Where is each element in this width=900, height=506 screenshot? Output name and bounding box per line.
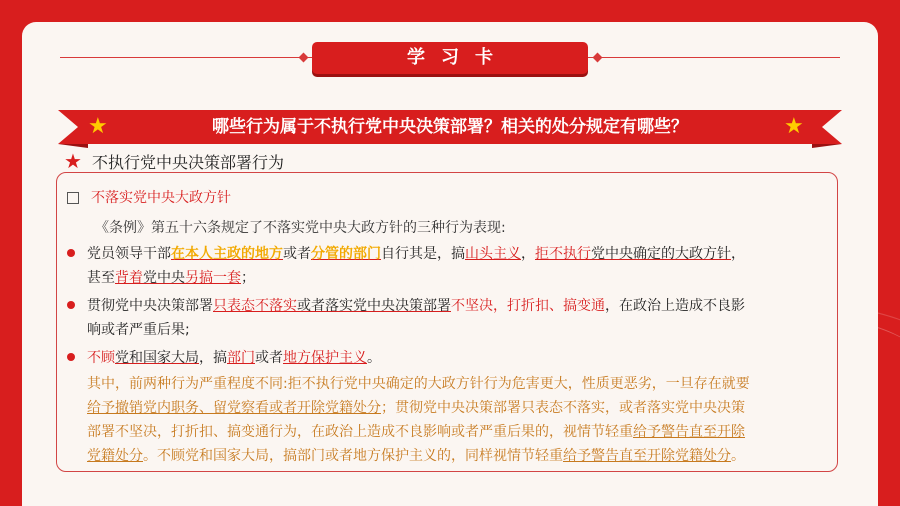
text: ，搞 (199, 350, 227, 366)
emphasis: 另搞一套 (185, 270, 241, 286)
text: 贯彻党中央决策部署 (87, 298, 213, 314)
card-title: 学习卡 (312, 42, 588, 74)
text: 给予撤销党内职务、留党察看或者开除党籍处分 (87, 400, 381, 416)
emphasis: 山头主义 (465, 246, 521, 262)
bullet-1-continuation (87, 267, 255, 289)
checkbox-icon (67, 192, 79, 204)
text: 自行其是，搞 (381, 246, 465, 262)
text: 。 (731, 448, 745, 464)
star-icon: ★ (64, 149, 82, 173)
text: 部署不坚决，打折扣、搞变通行为，在政治上造成不良影响或者严重后果的，视情节轻重 (87, 424, 633, 440)
text: ， (521, 246, 535, 262)
text: ，在政治上造成不良影 (605, 298, 745, 314)
text: 给予警告直至开除 (633, 424, 745, 440)
text: 党员领导干部 (87, 246, 171, 262)
bullet-dot (67, 353, 75, 361)
emphasis: 拒不执行 (535, 246, 591, 262)
star-icon: ★ (88, 114, 108, 139)
section-heading (64, 150, 284, 172)
text: 党中央确定的 (591, 246, 675, 262)
note-line-3 (87, 421, 745, 443)
emphasis: 只表态不落实 (213, 298, 297, 314)
highlight: 在本人主政的地方 (171, 246, 283, 262)
note-line-1: 其中，前两种行为严重程度不同:拒不执行党中央确定的大政方针行为危害更大，性质更恶劣，一旦存在就要 (87, 376, 750, 392)
emphasis: 背着 (115, 270, 143, 286)
bullet-dot (67, 301, 75, 309)
bullet-2 (67, 295, 745, 317)
text: 或者落实党中央决策部署 (297, 298, 451, 314)
bullet-2-continuation: 响或者严重后果; (87, 322, 190, 338)
note-line-2 (87, 397, 745, 419)
bullet-3 (67, 347, 381, 369)
text: 党和国家大局 (115, 350, 199, 366)
banner-question: 哪些行为属于不执行党中央决策部署？相关的处分规定有哪些？ (212, 117, 688, 137)
text: 甚至 (87, 270, 115, 286)
intro-text: 《条例》第五十六条规定了不落实党中央大政方针的三种行为表现: (95, 220, 506, 236)
emphasis: 地方保护主义 (283, 350, 367, 366)
section-heading-text: 不执行党中央决策部署行为 (91, 152, 284, 172)
title-divider-right (582, 57, 840, 58)
star-icon: ★ (784, 114, 804, 139)
text: 给予警告直至开除党籍处分 (563, 448, 731, 464)
highlight: 分管的部门 (311, 246, 381, 262)
content-box (56, 172, 838, 472)
note-line-4 (87, 445, 745, 467)
checkbox-label: 不落实党中央大政方针 (91, 190, 231, 206)
question-banner (58, 110, 842, 148)
text: ； (241, 270, 255, 286)
title-divider-left (60, 57, 318, 58)
text: 或者 (255, 350, 283, 366)
bullet-1 (67, 243, 745, 265)
text: 。不顾党和国家大局，搞部门或者地方保护主义的，同样视情节轻重 (143, 448, 563, 464)
text: 党籍处分 (87, 448, 143, 464)
text: 党中央 (143, 270, 185, 286)
bullet-dot (67, 249, 75, 257)
checkbox-row (67, 187, 231, 209)
text: 。 (367, 350, 381, 366)
text: ；贯彻党中央决策部署只表态不落实，或者落实党中央决策 (381, 400, 745, 416)
text: 大政方针 (675, 246, 731, 262)
emphasis: 不坚决，打折扣、搞变通 (451, 298, 605, 314)
emphasis: 部门 (227, 350, 255, 366)
text: ， (731, 246, 745, 262)
emphasis: 不顾 (87, 350, 115, 366)
text: 或者 (283, 246, 311, 262)
